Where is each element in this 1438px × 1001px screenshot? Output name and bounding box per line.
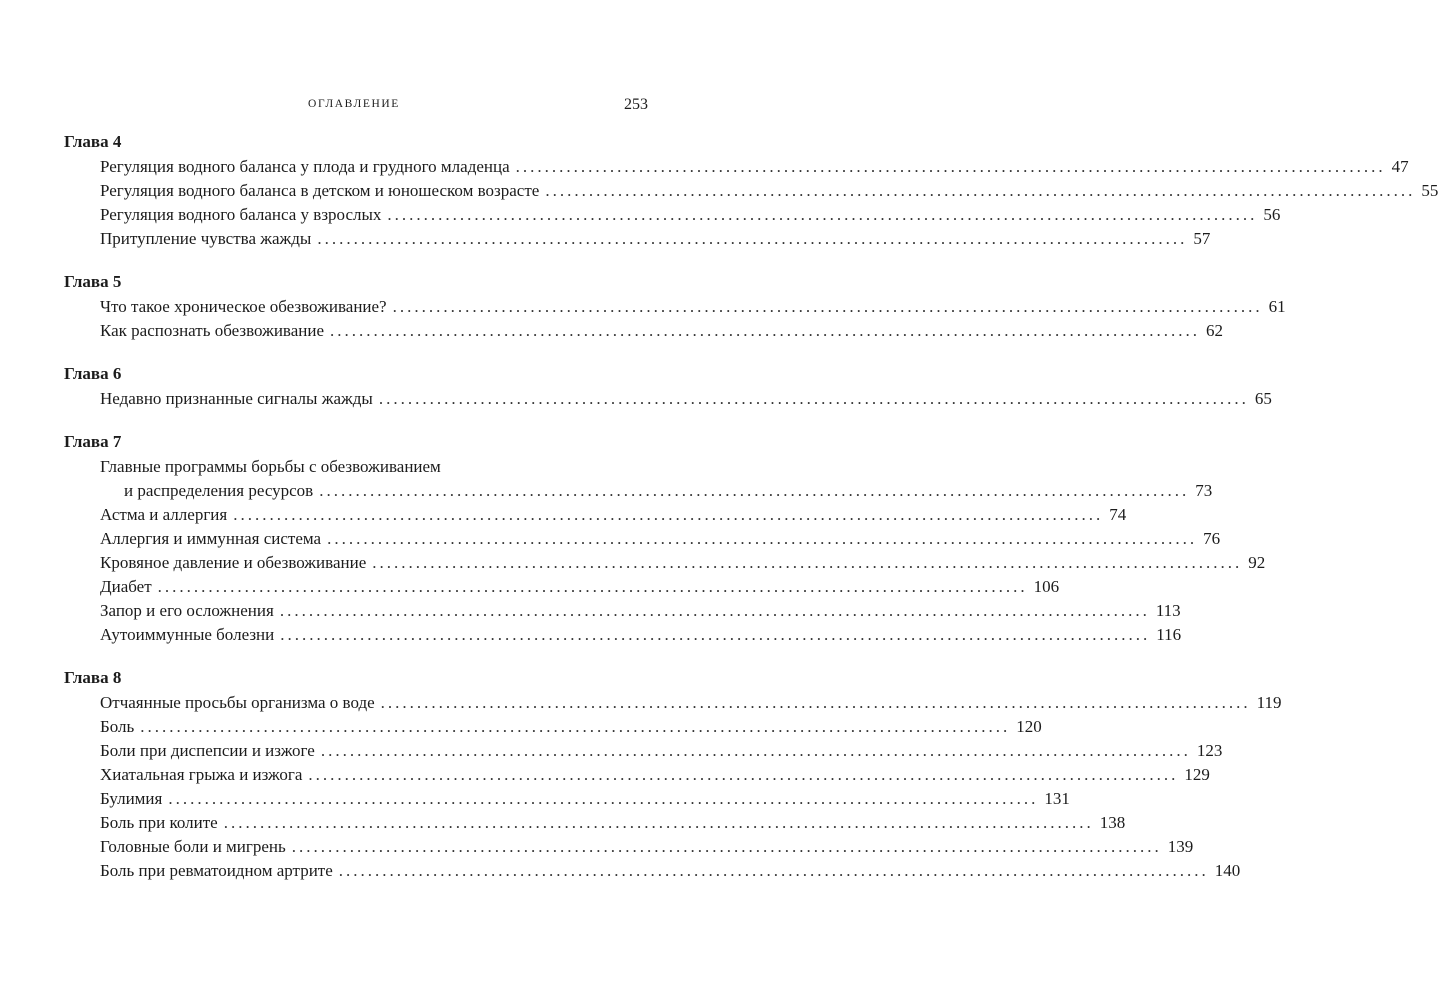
entry-page: 65 bbox=[1254, 389, 1272, 408]
dot-leader: ........................................................................................................................ bbox=[338, 861, 1209, 880]
entry-title-line1: Главные программы борьбы с обезвоживанием bbox=[100, 457, 441, 476]
entry-title: Запор и его осложнения bbox=[100, 601, 274, 620]
dot-leader: ........................................................................................................................ bbox=[515, 157, 1386, 176]
chapter-entries bbox=[100, 455, 1266, 647]
entry-page: 47 bbox=[1391, 157, 1409, 176]
dot-leader: ........................................................................................................................ bbox=[280, 625, 1151, 644]
entry-title: Булимия bbox=[100, 789, 163, 808]
entry-page: 120 bbox=[1016, 717, 1042, 736]
entry-title: Боль bbox=[100, 717, 135, 736]
entry-title: Притупление чувства жажды bbox=[100, 229, 312, 248]
dot-leader: ........................................................................................................................ bbox=[140, 717, 1011, 736]
entry-title: Диабет bbox=[100, 577, 152, 596]
toc-entry[interactable] bbox=[100, 811, 1126, 835]
chapter-entries bbox=[100, 387, 1272, 411]
entry-title: Головные боли и мигрень bbox=[100, 837, 286, 856]
running-head bbox=[60, 96, 648, 118]
entry-page: 138 bbox=[1099, 813, 1126, 832]
dot-leader: ........................................................................................................................ bbox=[317, 229, 1188, 248]
entry-title: Аутоиммунные болезни bbox=[100, 625, 275, 644]
toc-entry[interactable] bbox=[100, 295, 1286, 319]
chapter-title: Глава 6 bbox=[64, 364, 122, 383]
toc-entry-continuation bbox=[100, 479, 1213, 503]
dot-leader: ........................................................................................................................ bbox=[168, 789, 1039, 808]
entry-page: 131 bbox=[1044, 789, 1070, 808]
chapter-title: Глава 5 bbox=[64, 272, 122, 291]
entry-title: Регуляция водного баланса у плода и грудного младенца bbox=[100, 157, 510, 176]
chapter-6 bbox=[64, 363, 1272, 411]
entry-page: 129 bbox=[1184, 765, 1210, 784]
entry-page: 62 bbox=[1206, 321, 1224, 340]
chapter-entries bbox=[100, 295, 1286, 343]
page-number: 253 bbox=[624, 96, 648, 113]
entry-page: 119 bbox=[1256, 693, 1282, 712]
entry-title: Недавно признанные сигналы жажды bbox=[100, 389, 373, 408]
entry-page: 73 bbox=[1195, 481, 1213, 500]
entry-title: Боль при ревматоидном артрите bbox=[100, 861, 333, 880]
dot-leader: ........................................................................................................................ bbox=[392, 297, 1263, 316]
entry-title: Что такое хроническое обезвоживание? bbox=[100, 297, 387, 316]
dot-leader: ........................................................................................................................ bbox=[378, 389, 1249, 408]
chapter-entries bbox=[100, 155, 1438, 251]
toc-entry[interactable] bbox=[100, 179, 1438, 203]
dot-leader: ........................................................................................................................ bbox=[319, 481, 1190, 500]
dot-leader: ........................................................................................................................ bbox=[223, 813, 1094, 832]
dot-leader: ........................................................................................................................ bbox=[387, 205, 1258, 224]
chapter-5 bbox=[64, 271, 1286, 343]
dot-leader: ........................................................................................................................ bbox=[545, 181, 1416, 200]
entry-page: 55 bbox=[1421, 181, 1438, 200]
entry-title: Регуляция водного баланса у взрослых bbox=[100, 205, 382, 224]
entry-title-line2: и распределения ресурсов bbox=[124, 481, 314, 500]
entry-page: 116 bbox=[1156, 625, 1182, 644]
entry-title: Отчаянные просьбы организма о воде bbox=[100, 693, 375, 712]
entry-page: 123 bbox=[1196, 741, 1223, 760]
toc-entry[interactable] bbox=[100, 575, 1060, 599]
dot-leader: ........................................................................................................................ bbox=[320, 741, 1191, 760]
toc-entry[interactable] bbox=[100, 551, 1266, 575]
dot-leader: ........................................................................................................................ bbox=[291, 837, 1162, 856]
chapter-8 bbox=[64, 667, 1282, 883]
toc-entry[interactable] bbox=[100, 787, 1070, 811]
toc-entry[interactable] bbox=[100, 835, 1194, 859]
running-title: ОГЛАВЛЕНИЕ bbox=[308, 98, 400, 110]
entry-title: Кровяное давление и обезвоживание bbox=[100, 553, 367, 572]
entry-title: Регуляция водного баланса в детском и юношеском возрасте bbox=[100, 181, 540, 200]
entry-page: 106 bbox=[1033, 577, 1060, 596]
chapter-title: Глава 8 bbox=[64, 668, 122, 687]
entry-page: 56 bbox=[1263, 205, 1281, 224]
chapter-entries bbox=[100, 691, 1282, 883]
toc-entry[interactable] bbox=[100, 739, 1223, 763]
toc-entry[interactable] bbox=[100, 155, 1409, 179]
dot-leader: ........................................................................................................................ bbox=[330, 321, 1201, 340]
dot-leader: ........................................................................................................................ bbox=[279, 601, 1150, 620]
entry-page: 61 bbox=[1268, 297, 1286, 316]
entry-page: 76 bbox=[1203, 529, 1221, 548]
entry-title: Хиатальная грыжа и изжога bbox=[100, 765, 303, 784]
toc-entry[interactable] bbox=[100, 715, 1042, 739]
toc-entry[interactable] bbox=[100, 763, 1210, 787]
toc-entry-multiline[interactable] bbox=[100, 455, 1213, 503]
toc-entry[interactable] bbox=[100, 203, 1281, 227]
toc-entry[interactable] bbox=[100, 691, 1282, 715]
toc-entry[interactable] bbox=[100, 387, 1272, 411]
entry-page: 57 bbox=[1193, 229, 1211, 248]
chapter-title: Глава 7 bbox=[64, 432, 122, 451]
dot-leader: ........................................................................................................................ bbox=[380, 693, 1251, 712]
chapter-7 bbox=[64, 431, 1266, 647]
chapter-4 bbox=[64, 131, 1438, 251]
entry-title: Боль при колите bbox=[100, 813, 218, 832]
chapter-title: Глава 4 bbox=[64, 132, 122, 151]
dot-leader: ........................................................................................................................ bbox=[233, 505, 1104, 524]
entry-page: 92 bbox=[1248, 553, 1266, 572]
toc-entry[interactable] bbox=[100, 503, 1127, 527]
dot-leader: ........................................................................................................................ bbox=[327, 529, 1198, 548]
entry-page: 113 bbox=[1155, 601, 1181, 620]
toc-entry[interactable] bbox=[100, 319, 1224, 343]
entry-title: Как распознать обезвоживание bbox=[100, 321, 325, 340]
entry-title: Боли при диспепсии и изжоге bbox=[100, 741, 315, 760]
table-of-contents bbox=[64, 131, 1438, 903]
toc-entry[interactable] bbox=[100, 623, 1182, 647]
entry-title: Аллергия и иммунная система bbox=[100, 529, 322, 548]
dot-leader: ........................................................................................................................ bbox=[372, 553, 1243, 572]
toc-entry[interactable] bbox=[100, 527, 1221, 551]
toc-entry[interactable] bbox=[100, 227, 1211, 251]
dot-leader: ........................................................................................................................ bbox=[308, 765, 1179, 784]
toc-entry[interactable] bbox=[100, 599, 1181, 623]
entry-page: 140 bbox=[1214, 861, 1241, 880]
entry-page: 139 bbox=[1167, 837, 1194, 856]
dot-leader: ........................................................................................................................ bbox=[157, 577, 1028, 596]
entry-page: 74 bbox=[1109, 505, 1127, 524]
entry-title: Астма и аллергия bbox=[100, 505, 228, 524]
toc-entry[interactable] bbox=[100, 859, 1241, 883]
